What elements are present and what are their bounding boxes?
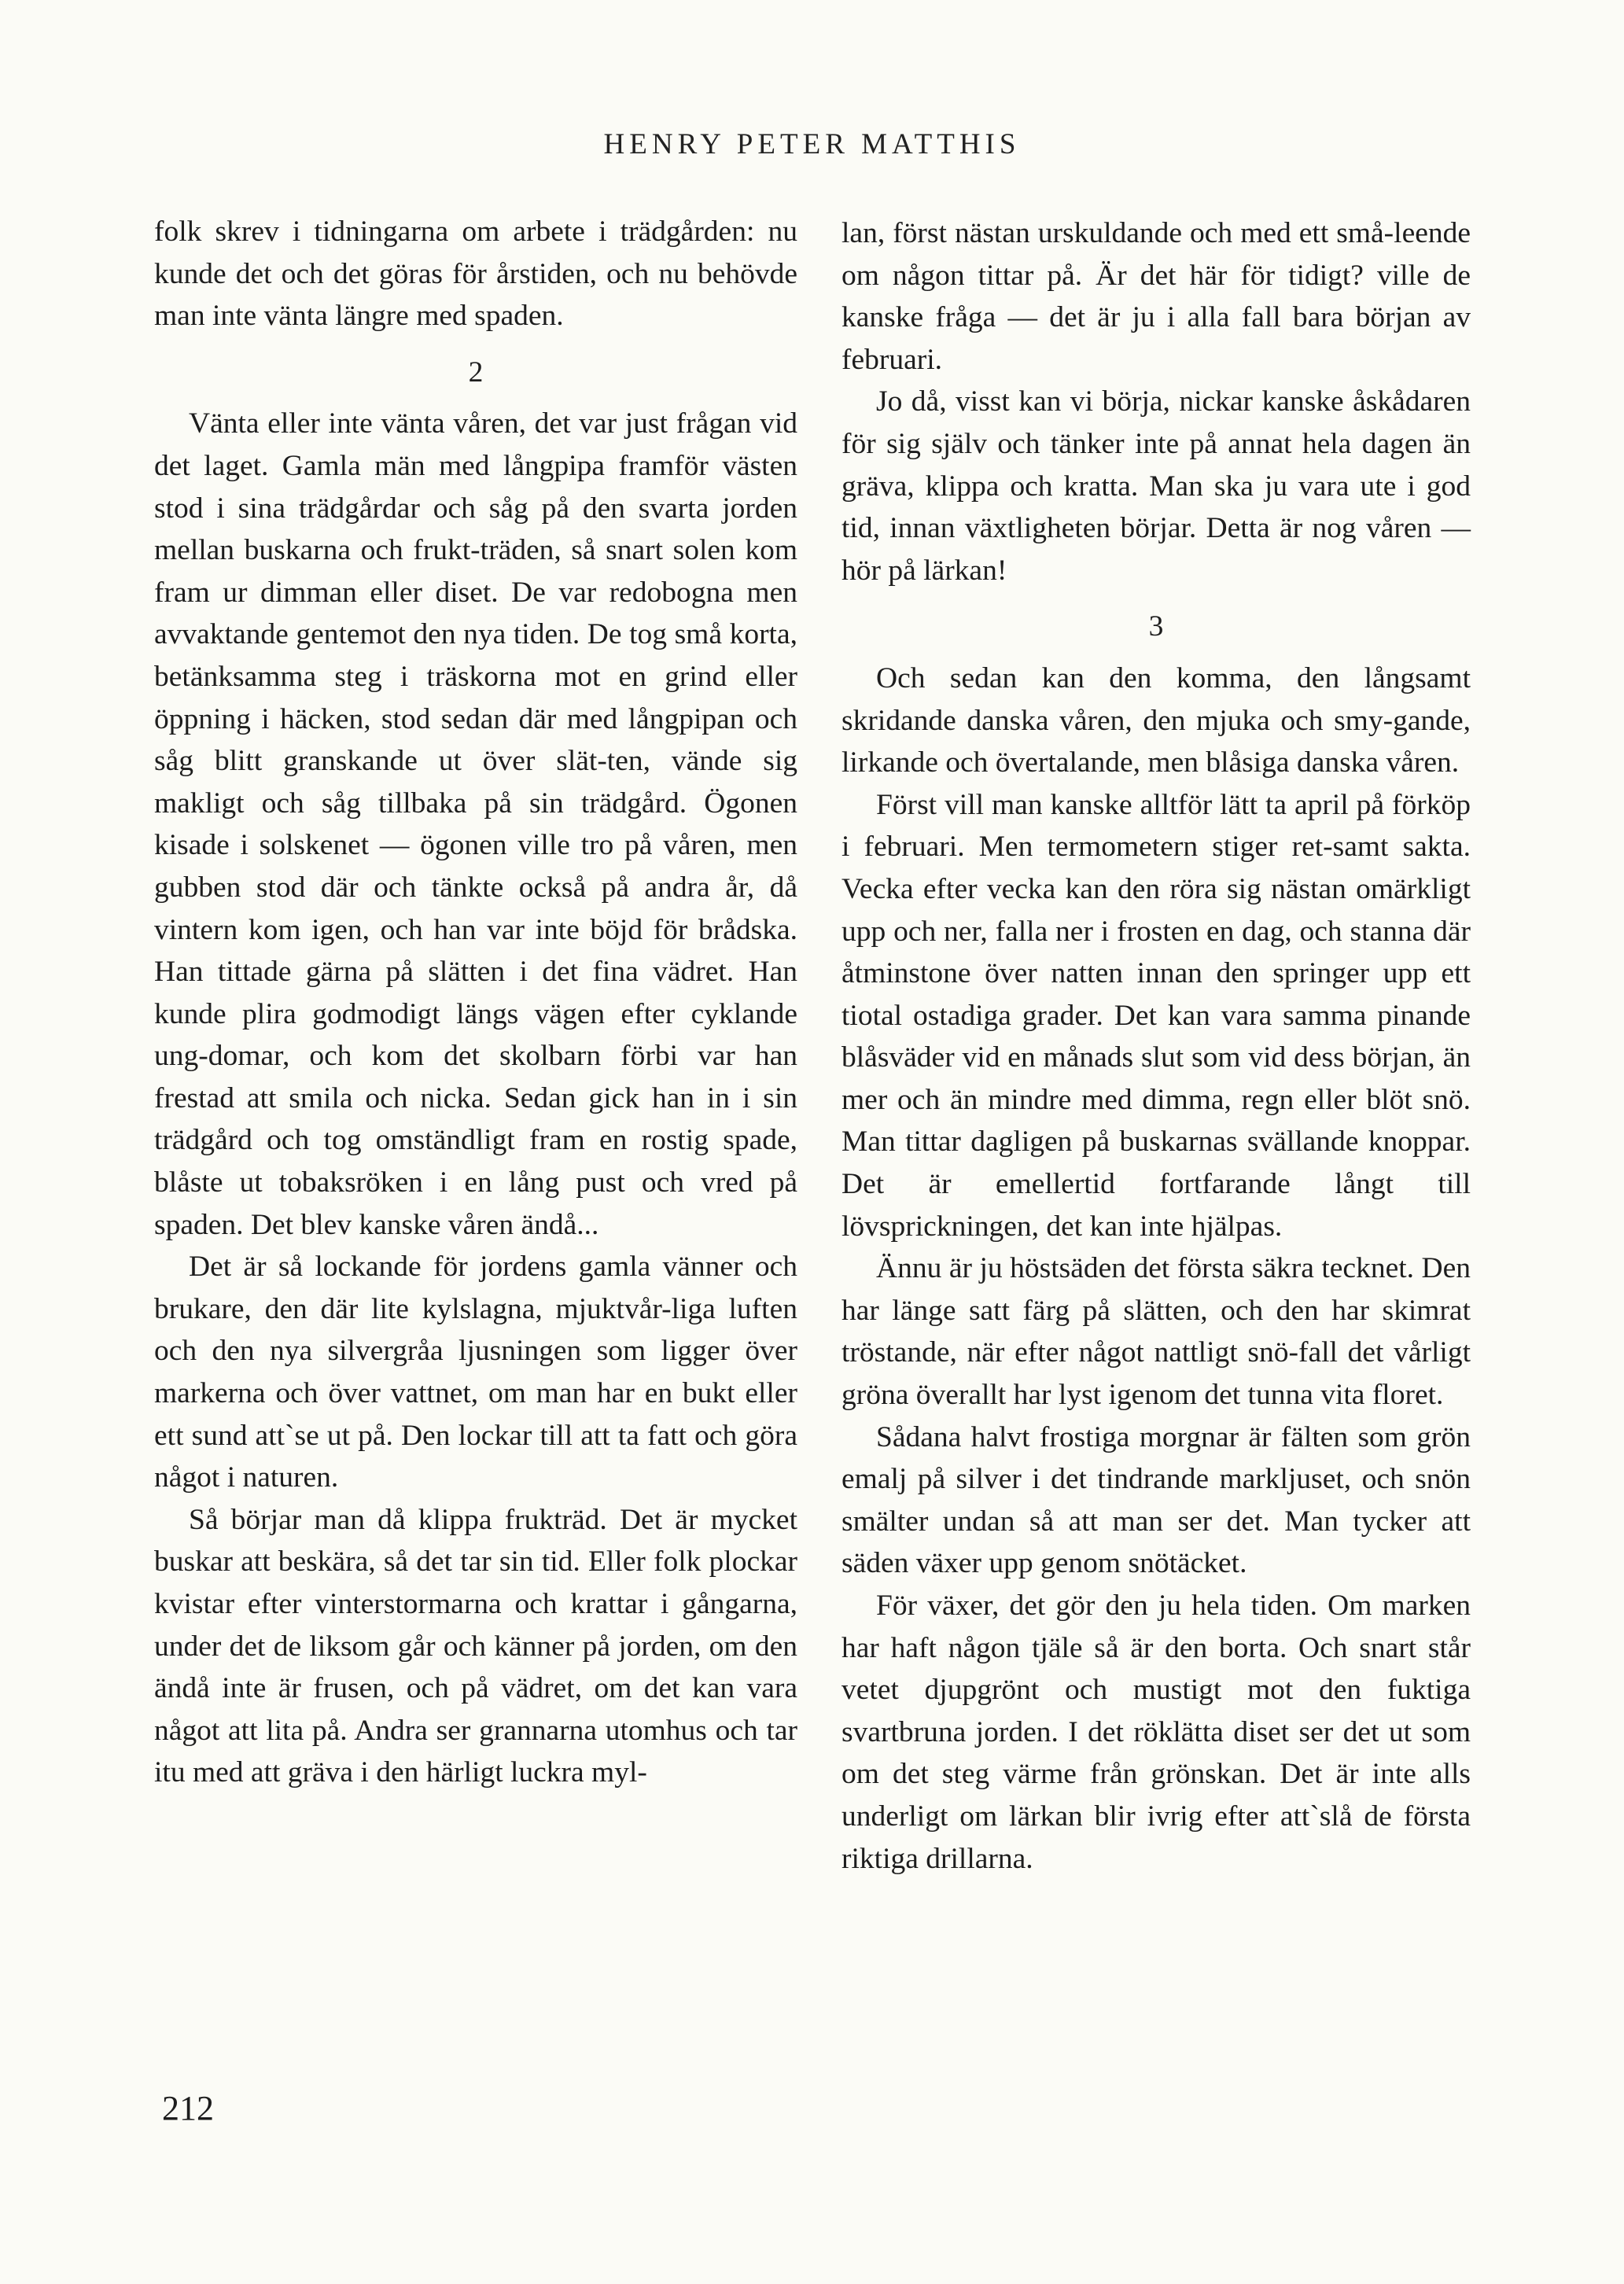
- paragraph: Och sedan kan den komma, den långsamt skridande danska våren, den mjuka och smy-gande, lirkande och övertalande, men blåsiga danska våren.: [841, 661, 1471, 779]
- paragraph: Först vill man kanske alltför lätt ta april på förköp i februari. Men termometern stiger ret-samt sakta. Vecka efter vecka kan den röra sig nästan omärkligt upp och ner, falla ner i frosten en dag, och stanna där åtminstone över natten innan den springer upp ett tiotal ostadiga grader. Det kan vara samma pinande blåsväder vid en månads slut som vid dess början, än mer och än mindre med dimma, regn eller blöt snö. Man tittar dagligen på buskarnas svällande knoppar. Det är emellertid fortfarande långt till lövsprickningen, det kan inte hjälpas.: [841, 788, 1471, 1243]
- paragraph: Vänta eller inte vänta våren, det var just frågan vid det laget. Gamla män med långpipa framför västen stod i sina trädgårdar och såg på den svarta jorden mellan buskarna och frukt-träden, så snart solen kom fram ur dimman eller diset. De var redobogna men avvaktande gentemot den nya tiden. De tog små korta, betänksamma steg i träskorna mot en grind eller öppning i häcken, stod sedan där med långpipan och såg blitt granskande ut över slät-ten, vände sig makligt och såg tillbaka på sin trädgård. Ögonen kisade i solskenet — ögonen ville tro på våren, men gubben stod där och tänkte också på andra år, då vintern kom igen, och han var inte böjd för brådska. Han tittade gärna på slätten i det fina vädret. Han kunde plira godmodigt längs vägen efter cyklande ung-domar, och kom det skolbarn förbi var han frestad att smila och nicka. Sedan gick han in i sin trädgård och tog omständligt fram en rostig spade, blåste ut tobaksröken i en lång pust och vred på spaden. Det blev kanske våren ändå...: [154, 407, 797, 1241]
- running-header: HENRY PETER MATTHIS: [603, 128, 1021, 160]
- paragraph: För växer, det gör den ju hela tiden. Om marken har haft någon tjäle så är den borta. Och snart står vetet djupgrönt och mustigt mot den fuktiga svartbruna jorden. I det röklätta diset ser det ut som om det steg värme från grönskan. Det är inte alls underligt om lärkan blir ivrig efter att`slå de första riktiga drillarna.: [841, 1590, 1471, 1875]
- paragraph: Sådana halvt frostiga morgnar är fälten som grön emalj på silver i det tindrande markljuset, och snön smälter undan så att man ser det. Man tycker att säden växer upp genom snötäcket.: [841, 1420, 1471, 1580]
- page-number: 212: [162, 2089, 214, 2127]
- paragraph: folk skrev i tidningarna om arbete i trädgården: nu kunde det och det göras för årstiden, och nu behövde man inte vänta längre med spaden.: [154, 216, 797, 333]
- paragraph: Jo då, visst kan vi börja, nickar kanske åskådaren för sig själv och tänker inte på annat hela dagen än gräva, klippa och kratta. Man ska ju vara ute i god tid, innan växtligheten börjar. Detta är nog våren — hör på lärkan!: [841, 385, 1471, 587]
- right-column: [841, 212, 1471, 1880]
- paragraph: lan, först nästan urskuldande och med ett små-leende om någon tittar på. Är det här för tidigt? ville de kanske fråga — det är ju i alla fall bara början av februari.: [841, 217, 1471, 376]
- paragraph: Ännu är ju höstsäden det första säkra tecknet. Den har länge satt färg på slätten, och den har skimrat tröstande, när efter något nattligt snö-fall det vårligt gröna överallt har lyst igenom det tunna vita floret.: [841, 1252, 1471, 1412]
- left-column: [154, 211, 797, 1794]
- paragraph: Det är så lockande för jordens gamla vänner och brukare, den där lite kylslagna, mjuktvår-liga luften och den nya silvergråa ljusningen som ligger över markerna och över vattnet, om man har en bukt eller ett sund att`se ut på. Den lockar till att ta fatt och göra något i naturen.: [154, 1251, 797, 1494]
- paragraph: Så börjar man då klippa frukträd. Det är mycket buskar att beskära, så det tar sin tid. Eller folk plockar kvistar efter vinterstormarna och krattar i gångarna, under det de liksom går och känner på jorden, om den ändå inte är frusen, och på vädret, om det kan vara något att lita på. Andra ser grannarna utomhus och tar itu med att gräva i den härligt luckra myl-: [154, 1503, 797, 1789]
- section-number: 2: [468, 355, 484, 389]
- section-number: 3: [1148, 610, 1164, 643]
